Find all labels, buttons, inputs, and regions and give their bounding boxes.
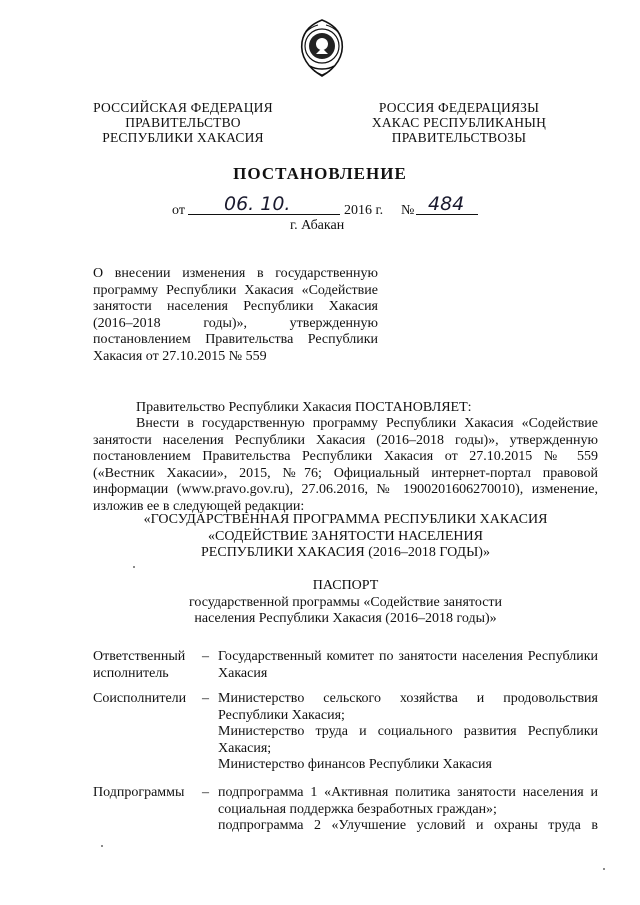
row-dash: – [202,649,209,664]
header-left [78,100,288,145]
decree-line: постановлением Правительства Республики Хакасия от 27.10.2015 № 559 [93,449,598,464]
row-dash: – [202,691,209,706]
value-line: Государственный комитет по занятости населения Республики [218,649,598,664]
passport-row-value [218,691,598,774]
header-right-line: ПРАВИТЕЛЬСТВОЗЫ [391,130,527,145]
decree-line: Внести в государственную программу Республики Хакасия «Содействие [136,416,598,431]
value-line: Министерство сельского хозяйства и продовольствия [218,691,598,706]
decree-line: занятости населения Республики Хакасия (2016–2018 годы)», утвержденную [93,432,598,448]
label-line: исполнитель [93,665,169,681]
label-line: Соисполнители [93,691,187,706]
value-line: Министерство труда и социального развития Республики [218,724,598,739]
passport-heading: ПАСПОРТ [312,578,379,593]
value-line: социальная поддержка безработных граждан»; [218,801,497,817]
header-right [354,100,564,145]
header-right-line: РОССИЯ ФЕДЕРАЦИЯЗЫ [378,100,540,115]
program-title-line: РЕСПУБЛИКИ ХАКАСИЯ (2016–2018 ГОДЫ)» [201,545,490,560]
decree-line: изложив ее в следующей редакции: [93,498,305,514]
passport-row-value [218,785,598,835]
program-title-line: «ГОСУДАРСТВЕННАЯ ПРОГРАММА РЕСПУБЛИКИ ХАКАСИЯ [143,512,548,527]
value-line: Хакасия [218,665,268,681]
label-line: Подпрограммы [93,785,185,800]
scan-speck [603,868,605,870]
passport-row-label [93,691,193,708]
row-dash: – [202,785,209,800]
header-left-line: РЕСПУБЛИКИ ХАКАСИЯ [102,130,264,145]
document-title: ПОСТАНОВЛЕНИЕ [233,164,407,183]
coat-of-arms-emblem [296,18,348,80]
header-left-line: РОССИЙСКАЯ ФЕДЕРАЦИЯ [93,100,273,115]
city: г. Абакан [290,218,345,233]
header-right-line: ХАКАС РЕСПУБЛИКАНЫҢ [371,115,547,130]
decree-intro: Правительство Республики Хакасия ПОСТАНОВЛЯЕТ: [136,400,472,415]
number-handwritten: 484 [428,193,465,215]
program-title [93,512,598,562]
subject-block [93,266,378,365]
value-line: подпрограмма 2 «Улучшение условий и охраны труда в [218,818,598,833]
date-year: 2016 г. [344,203,384,218]
subject-line: постановлением Правительства Республики [93,332,378,347]
number-sign: № [401,203,415,218]
passport-row-label [93,649,193,682]
passport-subtitle-line: государственной программы «Содействие занятости [188,594,503,610]
value-line: Хакасия; [218,740,272,756]
scan-speck [101,845,103,847]
program-title-line: «СОДЕЙСТВИЕ ЗАНЯТОСТИ НАСЕЛЕНИЯ [208,528,483,544]
value-line: Республики Хакасия; [218,707,345,723]
header-left-line: ПРАВИТЕЛЬСТВО [125,115,241,130]
subject-line: занятости населения Республики Хакасия [93,299,378,314]
date-prefix: от [172,203,185,218]
date-handwritten: 06. 10. [224,193,291,215]
subject-line: О внесении изменения в государственную [93,266,378,281]
passport-heading-block [93,578,598,628]
value-line: Министерство финансов Республики Хакасия [218,757,492,772]
passport-row-label [93,785,193,802]
value-line: подпрограмма 1 «Активная политика занятости населения и [218,785,598,800]
subject-line: программу Республики Хакасия «Содействие [93,282,378,298]
decree-body [93,416,598,515]
decree-line: («Вестник Хакасии», 2015, №76; Официальный интернет-портал правовой [93,465,598,481]
subject-line: Хакасия от 27.10.2015 № 559 [93,348,267,364]
label-line: Ответственный [93,649,186,664]
passport-subtitle-line: населения Республики Хакасия (2016–2018 годы)» [194,611,497,626]
subject-line: (2016–2018 годы)», утвержденную [93,315,378,331]
decree-line: информации (www.pravo.gov.ru), 27.06.2016, № 1900201606270010), изменение, [93,482,598,497]
scan-speck [133,566,135,568]
passport-row-value [218,649,598,682]
